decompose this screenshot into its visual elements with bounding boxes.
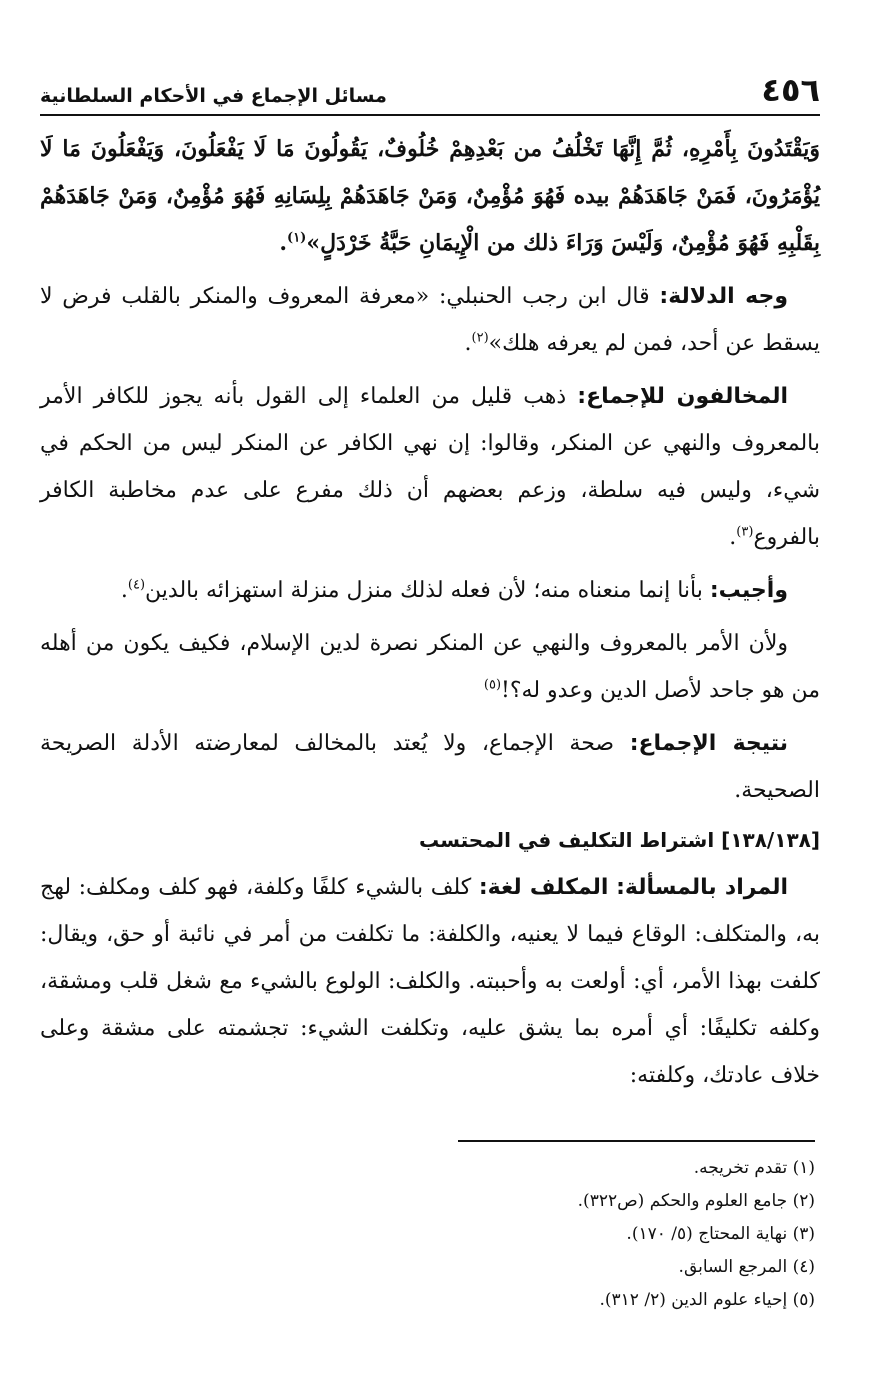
section-heading: [١٣٨/١٣٨] اشتراط التكليف في المحتسب	[419, 828, 820, 852]
mukhalifun-end: .	[729, 525, 737, 550]
natija-term: نتيجة الإجماع:	[629, 731, 789, 756]
footnote-5: (٥) إحياء علوم الدين (٢/ ٣١٢).	[599, 1290, 815, 1310]
natija-text: صحة الإجماع، ولا يُعتد بالمخالف لمعارضته الأدلة الصريحة الصحيحة.	[40, 731, 820, 803]
footnotes-list	[215, 1152, 815, 1317]
footnote-marker-3: (٣)	[736, 524, 754, 540]
footnote-1: (١) تقدم تخريجه.	[693, 1158, 815, 1178]
hadith-end: .	[279, 230, 288, 256]
ujib-term: وأجيب:	[709, 578, 788, 603]
wajh-paragraph	[40, 273, 820, 367]
wajh-term: وجه الدلالة:	[659, 284, 788, 309]
mukallaf-term: المكلف لغة:	[478, 875, 609, 900]
footnote-marker-5: (٥)	[483, 677, 502, 693]
footnote-3: (٣) نهاية المحتاج (٥/ ١٧٠).	[626, 1224, 815, 1244]
footnote-marker-2: (٢)	[471, 330, 489, 346]
wa-li-anna-paragraph	[40, 620, 820, 714]
footnote-marker-1: (١)	[287, 230, 307, 246]
page-header	[40, 62, 820, 116]
running-title: مسائل الإجماع في الأحكام السلطانية	[40, 85, 387, 107]
hadith-paragraph	[40, 126, 820, 267]
ujib-paragraph	[40, 567, 820, 614]
wajh-text: قال ابن رجب الحنبلي: «معرفة المعروف والمنكر بالقلب فرض لا يسقط عن أحد، فمن لم يعرفه هلك»	[40, 284, 820, 356]
murad-term: المراد بالمسألة:	[616, 875, 788, 900]
wa-li-anna-text: ولأن الأمر بالمعروف والنهي عن المنكر نصرة لدين الإسلام، فكيف يكون من أهله من هو جاحد لأصل الدين وعدو له؟!	[40, 631, 820, 703]
ujib-text: بأنا إنما منعناه منه؛ لأن فعله لذلك منزل منزلة استهزائه بالدين	[145, 578, 703, 603]
natija-paragraph	[40, 720, 820, 814]
ujib-end: .	[120, 578, 128, 603]
wajh-end: .	[464, 331, 472, 356]
murad-text: كلف بالشيء كلفًا وكلفة، فهو كلف ومكلف: لهج به، والمتكلف: الوقاع فيما لا يعنيه، والكلفة: ما تكلفت من أمر في نائبة أو حق، ويقال: كلفت بهذا الأمر، أي: أولعت به وأحببته. والكلف: الولوع بالشيء مع شغل قلب ومشقة، وكلفه تكليفًا: أي أمره بما يشق عليه، وتكلفت الشيء: تجشمته على مشقة وعلى خلاف عادتك، وكلفته:	[40, 875, 820, 1088]
mukhalifun-text: ذهب قليل من العلماء إلى القول بأنه يجوز للكافر الأمر بالمعروف والنهي عن المنكر، وقالوا: إن نهي الكافر عن المنكر ليس من الحكم في شيء، وليس فيه سلطة، وزعم بعضهم أن ذلك مفرع على عدم مخاطبة الكافر بالفروع	[40, 384, 820, 550]
footnote-4: (٤) المرجع السابق.	[678, 1257, 815, 1277]
mukhalifun-paragraph	[40, 373, 820, 561]
book-page	[40, 62, 820, 1105]
hadith-text: وَيَقْتَدُونَ بِأَمْرِهِ، ثُمَّ إِنَّهَا تَخْلُفُ من بَعْدِهِمْ خُلُوفٌ، يَقُولُونَ مَا لَا يَفْعَلُونَ، وَيَفْعَلُونَ مَا لَا يُؤْمَرُونَ، فَمَنْ جَاهَدَهُمْ بيده فَهُوَ مُؤْمِنٌ، وَمَنْ جَاهَدَهُمْ بِلِسَانِهِ فَهُوَ مُؤْمِنٌ، وَمَنْ جَاهَدَهُمْ بِقَلْبِهِ فَهُوَ مُؤْمِنٌ، وَلَيْسَ وَرَاءَ ذلك من الْإِيمَانِ حَبَّةُ خَرْدَلٍ»	[40, 136, 820, 256]
page-number: ٤٥٦	[761, 71, 820, 109]
murad-paragraph	[40, 864, 820, 1099]
footnote-marker-4: (٤)	[127, 577, 146, 593]
body-text	[40, 126, 820, 1099]
footnote-separator	[458, 1140, 815, 1142]
mukhalifun-term: المخالفون للإجماع:	[577, 384, 788, 409]
footnote-2: (٢) جامع العلوم والحكم (ص٣٢٢).	[577, 1191, 815, 1211]
